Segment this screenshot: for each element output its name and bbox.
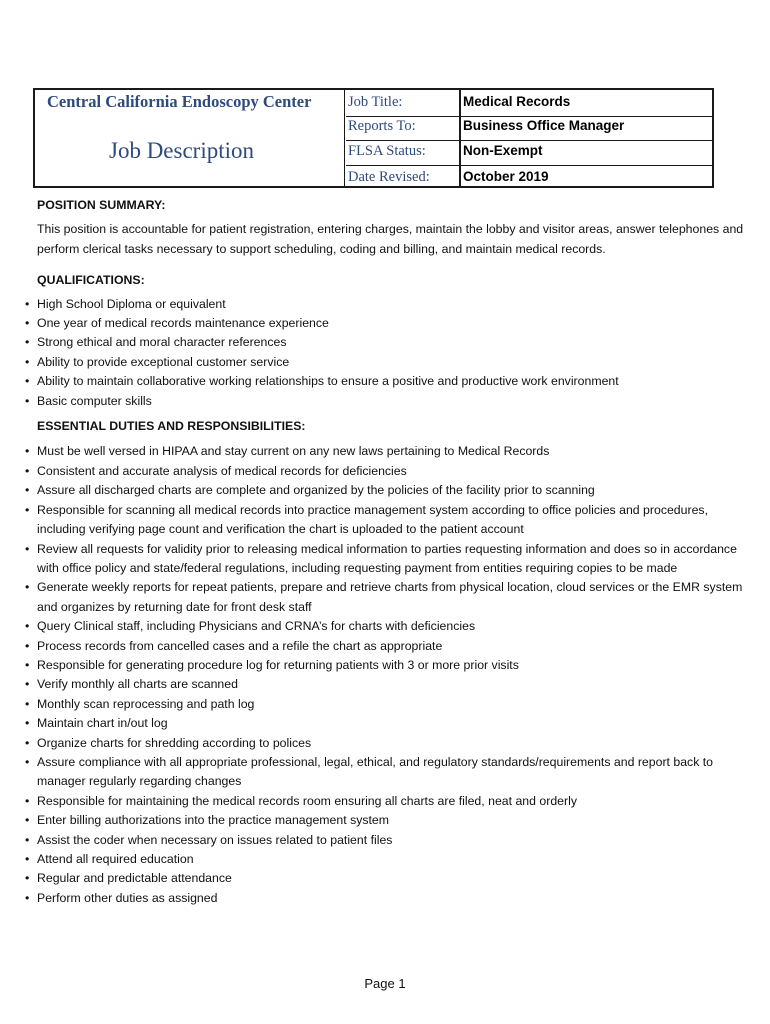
duty-item: • Regular and predictable attendance (25, 869, 745, 888)
flsa-status-label: FLSA Status: (348, 143, 426, 159)
job-title-label: Job Title: (348, 94, 403, 110)
qualification-item: • Ability to maintain collaborative working relationships to ensure a positive and productive work environment (25, 372, 745, 391)
page-number: Page 1 (364, 976, 406, 991)
duty-item: • Review all requests for validity prior to releasing medical information to parties requesting information and does so in accordance with office policy and state/federal regulations, including requesting payment from entities requiring copies to be made (25, 540, 745, 579)
qualification-item: • High School Diploma or equivalent (25, 295, 745, 314)
document-title: Job Description (109, 138, 255, 163)
duty-item: • Assure all discharged charts are complete and organized by the policies of the facility prior to scanning (25, 481, 745, 500)
qualifications-heading: QUALIFICATIONS: (37, 273, 145, 288)
qualification-item: • One year of medical records maintenance experience (25, 314, 745, 333)
duty-item: • Monthly scan reprocessing and path log (25, 695, 745, 714)
duty-item: • Responsible for generating procedure log for returning patients with 3 or more prior visits (25, 656, 745, 675)
table-divider (346, 165, 712, 166)
table-divider (344, 90, 345, 186)
duties-list (25, 442, 745, 908)
duty-item: • Perform other duties as assigned (25, 889, 745, 908)
reports-to-label: Reports To: (348, 118, 416, 134)
qualification-item: • Basic computer skills (25, 392, 745, 411)
duty-item: • Assist the coder when necessary on issues related to patient files (25, 831, 745, 850)
duty-item: • Enter billing authorizations into the practice management system (25, 811, 745, 830)
organization-name: Central California Endoscopy Center (47, 92, 312, 111)
duty-item: • Responsible for scanning all medical records into practice management system according to office policies and procedures, including verifying page count and verification the chart is uploaded to the patient account (25, 501, 745, 540)
position-summary-heading: POSITION SUMMARY: (37, 198, 166, 212)
duty-item: • Attend all required education (25, 850, 745, 869)
date-revised-value: October 2019 (463, 169, 549, 184)
duty-item: • Maintain chart in/out log (25, 714, 745, 733)
job-title-value: Medical Records (463, 94, 571, 109)
flsa-status-value: Non-Exempt (463, 143, 543, 158)
header-table (33, 88, 714, 188)
duty-item: • Verify monthly all charts are scanned (25, 675, 745, 694)
duty-item: • Organize charts for shredding according to polices (25, 734, 745, 753)
qualifications-list (25, 295, 745, 411)
qualification-item: • Strong ethical and moral character references (25, 333, 745, 352)
reports-to-value: Business Office Manager (463, 118, 625, 133)
date-revised-label: Date Revised: (348, 169, 430, 185)
duty-item: • Consistent and accurate analysis of medical records for deficiencies (25, 462, 745, 481)
duty-item: • Process records from cancelled cases and a refile the chart as appropriate (25, 637, 745, 656)
duty-item: • Assure compliance with all appropriate professional, legal, ethical, and regulatory standards/requirements and report back to manager regularly regarding changes (25, 753, 745, 792)
duty-item: • Must be well versed in HIPAA and stay current on any new laws pertaining to Medical Records (25, 442, 745, 461)
duties-heading: ESSENTIAL DUTIES AND RESPONSIBILITIES: (37, 419, 306, 434)
qualification-item: • Ability to provide exceptional customer service (25, 353, 745, 372)
document-body (25, 196, 745, 908)
duty-item: • Generate weekly reports for repeat patients, prepare and retrieve charts from physical location, cloud services or the EMR system and organizes by returning date for front desk staff (25, 578, 745, 617)
table-divider (346, 116, 712, 117)
duty-item: • Query Clinical staff, including Physicians and CRNA’s for charts with deficiencies (25, 617, 745, 636)
table-divider (346, 140, 712, 141)
position-summary-text: This position is accountable for patient registration, entering charges, maintain the lobby and visitor areas, answer telephones and perform clerical tasks necessary to support scheduling, coding and billing, and maintain medical records. (37, 222, 744, 256)
table-divider (459, 90, 461, 186)
duty-item: • Responsible for maintaining the medical records room ensuring all charts are filed, neat and orderly (25, 792, 745, 811)
